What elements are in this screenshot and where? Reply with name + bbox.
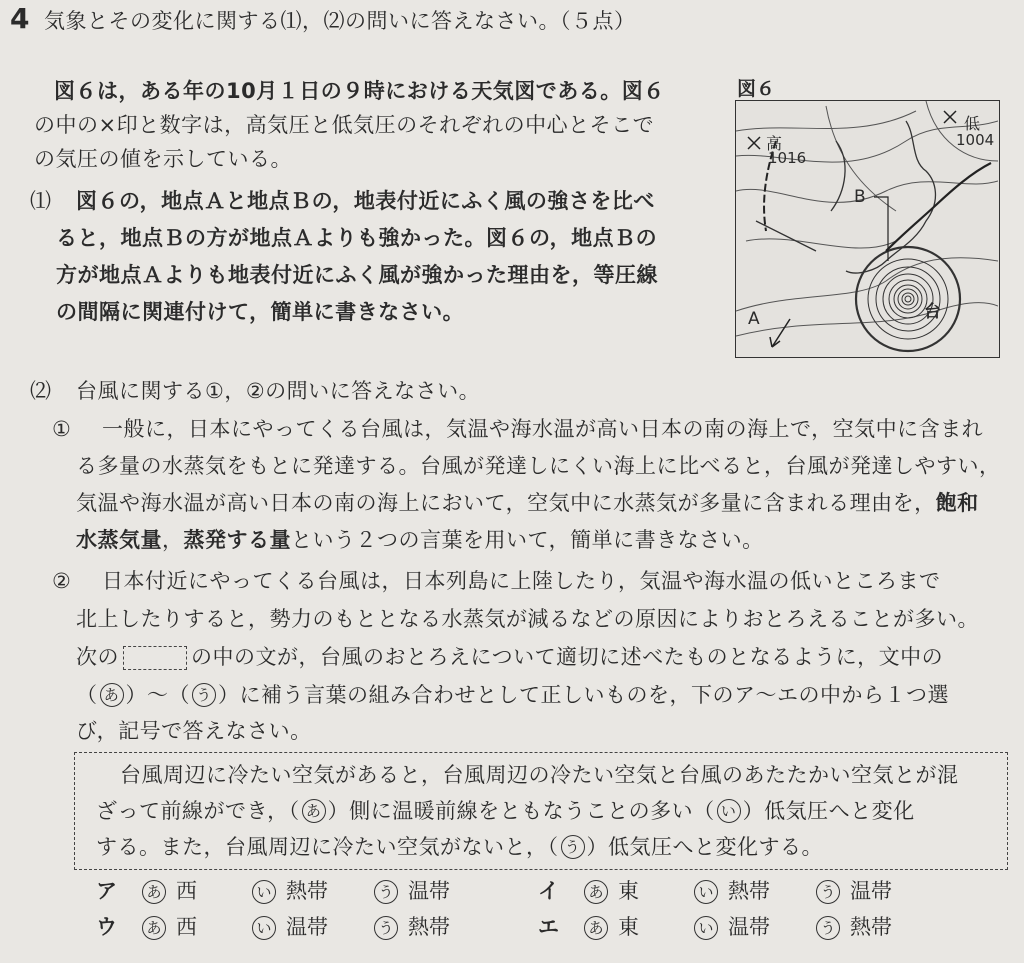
option-mark-a: あ <box>584 880 608 904</box>
option-label: エ <box>538 915 559 939</box>
q2-2-line-5: び，記号で答えなさい。 <box>76 719 312 743</box>
option-label: イ <box>538 879 559 903</box>
q2-2-line-1: 日本付近にやってくる台風は，日本列島に上陸したり，気温や海水温の低いところまで <box>102 569 941 593</box>
option-mark-a: あ <box>142 880 166 904</box>
option-mark-i: い <box>252 880 276 904</box>
q1-line-2: ると，地点Ｂの方が地点Ａよりも強かった。図６の，地点Ｂの <box>56 226 658 250</box>
q1-line-3: 方が地点Ａよりも地表付近にふく風が強かった理由を，等圧線 <box>56 263 658 287</box>
option-value-u: 温帯 <box>850 879 892 903</box>
option-value-u: 熱帯 <box>850 915 892 939</box>
option-mark-a: あ <box>584 916 608 940</box>
q1-number: ⑴ <box>30 189 52 213</box>
option-label: ア <box>96 879 117 903</box>
q1-line-1: 図６の，地点Ａと地点Ｂの，地表付近にふく風の強さを比べ <box>76 189 655 213</box>
option-value-a: 東 <box>618 915 639 939</box>
intro-line-1: 図６は，ある年の10月１日の９時における天気図である。図６ <box>54 79 665 103</box>
q2-1-line-2: る多量の水蒸気をもとに発達する。台風が発達しにくい海上に比べると，台風が発達しやすい， <box>76 454 1001 478</box>
q2-1-line-1: 一般に，日本にやってくる台風は，気温や海水温が高い日本の南の海上で，空気中に含まれ <box>102 417 984 441</box>
option-value-i: 熱帯 <box>286 879 328 903</box>
high-pressure-value: 1016 <box>768 149 807 167</box>
box-line-1: 台風周辺に冷たい空気があると，台風周辺の冷たい空気と台風のあたたかい空気とが混 <box>120 763 959 787</box>
option-mark-u: う <box>816 916 840 940</box>
weather-map <box>735 100 1000 358</box>
option-value-a: 東 <box>618 879 639 903</box>
q2-2-line-2: 北上したりすると，勢力のもととなる水蒸気が減るなどの原因によりおとろえることが多い。 <box>76 607 979 631</box>
option-mark-u: う <box>374 916 398 940</box>
option-value-i: 温帯 <box>728 915 770 939</box>
q2-1-line-4: 水蒸気量，蒸発する量という２つの言葉を用いて，簡単に書きなさい。 <box>76 528 764 552</box>
high-pressure-label: 高 <box>766 134 783 153</box>
q2-number: ⑵ <box>30 379 52 403</box>
option-value-a: 西 <box>176 879 197 903</box>
box-line-2: ざって前線ができ，（ あ ）側に温暖前線をともなうことの多い（ い ）低気圧へと変化 <box>96 799 915 823</box>
option-mark-u: う <box>374 880 398 904</box>
box-line-3: する。また，台風周辺に冷たい空気がないと，（ う ）低気圧へと変化する。 <box>96 835 823 859</box>
option-mark-u: う <box>816 880 840 904</box>
q2-2-line-3: 次の の中の文が，台風のおとろえについて適切に述べたものとなるように，文中の <box>76 645 944 669</box>
dashed-box-reference <box>123 646 187 670</box>
option-label: ウ <box>96 915 117 939</box>
option-value-u: 熱帯 <box>408 915 450 939</box>
option-value-i: 温帯 <box>286 915 328 939</box>
point-b-label: B <box>854 187 866 207</box>
intro-line-3: の気圧の値を示している。 <box>34 147 292 171</box>
q2-2-line-4: （ あ ）～（ う ）に補う言葉の組み合わせとして正しいものを，下のア～エの中から１つ選 <box>76 683 949 707</box>
option-value-i: 熱帯 <box>728 879 770 903</box>
question-title: 気象とその変化に関する⑴，⑵の問いに答えなさい。（５点） <box>44 9 636 33</box>
option-mark-i: い <box>694 916 718 940</box>
option-mark-i: い <box>694 880 718 904</box>
option-mark-i: い <box>252 916 276 940</box>
low-pressure-label: 低 <box>964 114 981 133</box>
q2-2-number: ② <box>52 569 72 593</box>
option-mark-a: あ <box>142 916 166 940</box>
q2-1-number: ① <box>52 417 72 441</box>
low-pressure-value: 1004 <box>956 131 995 149</box>
q2-1-line-3: 気温や海水温が高い日本の南の海上において，空気中に水蒸気が多量に含まれる理由を，飽和 <box>76 491 979 515</box>
intro-line-2: の中の×印と数字は，高気圧と低気圧のそれぞれの中心とそこで <box>34 113 655 137</box>
option-value-a: 西 <box>176 915 197 939</box>
option-value-u: 温帯 <box>408 879 450 903</box>
q2-text: 台風に関する①，②の問いに答えなさい。 <box>76 379 481 403</box>
question-number: 4 <box>10 2 30 35</box>
point-a-label: A <box>748 309 760 329</box>
q1-line-4: の間隔に関連付けて，簡単に書きなさい。 <box>56 300 465 324</box>
figure-label: 図６ <box>737 78 776 100</box>
typhoon-label: 台 <box>924 302 941 322</box>
